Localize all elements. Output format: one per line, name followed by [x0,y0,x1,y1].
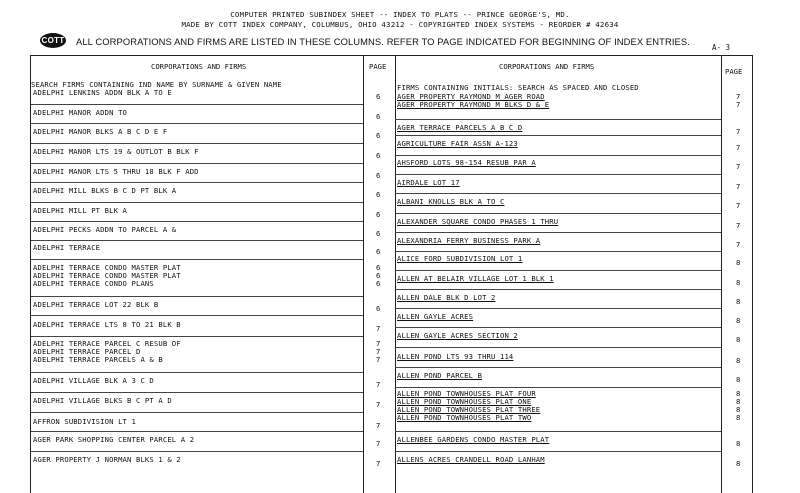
index-entry: ADELPHI MILL BLKS B C D PT BLK A [33,186,177,195]
left-page-heading: PAGE [369,62,387,71]
index-entry: ADELPHI MANOR LTS 5 THRU 18 BLK F ADD [33,167,199,176]
row-rule [31,143,363,144]
index-entry: ALLEN DALE BLK D LOT 2 [397,293,496,302]
index-entry: ADELPHI VILLAGE BLKS B C PT A D [33,396,172,405]
row-rule [395,367,721,368]
page-number: 8 [736,297,741,306]
index-entry: ALEXANDER SQUARE CONDO PHASES 1 THRU [397,217,559,226]
page-number: 8 [736,389,741,398]
page-number: 6 [376,279,381,288]
index-entry: AGER PROPERTY RAYMOND M BLKS D & E [397,100,550,109]
page-number: 6 [376,92,381,101]
row-rule [395,193,721,194]
row-rule [31,123,363,124]
cott-logo: COTT [40,33,66,48]
index-table [30,55,753,493]
page-number: 7 [736,143,741,152]
index-entry: AFFRON SUBDIVISION LT 1 [33,417,136,426]
index-entry: ALLEN AT BELAIR VILLAGE LOT 1 BLK 1 [397,274,554,283]
page-number: 6 [376,171,381,180]
index-entry: ADELPHI PECKS ADDN TO PARCEL A & [33,225,177,234]
row-rule [395,347,721,348]
right-page-divider [721,56,722,493]
row-rule [31,372,363,373]
page-number: 6 [376,151,381,160]
page-number: 7 [376,355,381,364]
page-number: 8 [736,335,741,344]
row-rule [31,163,363,164]
index-entry: ADELPHI TERRACE LTS 8 TO 21 BLK B [33,320,181,329]
index-entry: ALLEN POND TOWNHOUSES PLAT TWO [397,413,532,422]
page-number: 7 [376,439,381,448]
page-number: 7 [736,100,741,109]
page-number: 6 [376,131,381,140]
page-number: 8 [736,405,741,414]
row-rule [395,451,721,452]
page-number: 6 [376,112,381,121]
index-entry: AGER PROPERTY J NORMAN BLKS 1 & 2 [33,455,181,464]
index-entry: AGER TERRACE PARCELS A B C D [397,123,523,132]
page-number: 6 [376,263,381,272]
row-rule [31,336,363,337]
page-number: 6 [376,190,381,199]
page-number: 8 [736,439,741,448]
index-entry: ADELPHI TERRACE CONDO PLANS [33,279,154,288]
index-entry: ALLEN POND TOWNHOUSES PLAT THREE [397,405,541,414]
index-entry: ALLEN POND TOWNHOUSES PLAT ONE [397,397,532,406]
page-number: 8 [736,278,741,287]
row-rule [31,259,363,260]
page-number: 6 [376,210,381,219]
row-rule [395,251,721,252]
page-number: 8 [736,258,741,267]
page-number: 7 [376,400,381,409]
row-rule [31,451,363,452]
page-number: 8 [736,356,741,365]
right-border [752,56,753,493]
index-entry: ALLEN POND PARCEL B [397,371,483,380]
index-entry: ADELPHI LENKINS ADDN BLK A TO E [33,88,172,97]
columns-notice: ALL CORPORATIONS AND FIRMS ARE LISTED IN THESE COLUMNS. REFER TO PAGE INDICATED FOR BEGINNING OF INDEX ENTRIES. [76,36,690,47]
index-entry: ALLEN POND TOWNHOUSES PLAT FOUR [397,389,536,398]
page-number: 7 [376,380,381,389]
row-rule [31,296,363,297]
page-number: 7 [376,324,381,333]
index-entry: ADELPHI TERRACE CONDO MASTER PLAT [33,271,181,280]
index-entry: ALEXANDRIA FERRY BUSINESS PARK A [397,236,541,245]
right-page-heading: PAGE [725,67,743,76]
row-rule [395,213,721,214]
row-rule [395,174,721,175]
row-rule [395,387,721,388]
index-entry: ADELPHI VILLAGE BLK A 3 C D [33,376,154,385]
index-entry: ALLENBEE GARDENS CONDO MASTER PLAT [397,435,550,444]
index-entry: AGER PROPERTY RAYMOND M AGER ROAD [397,92,545,101]
index-entry: AIRDALE LOT 17 [397,178,460,187]
row-rule [31,392,363,393]
page-number: 7 [376,347,381,356]
page-number: 7 [736,127,741,136]
right-search-note: FIRMS CONTAINING INITIALS: SEARCH AS SPACED AND CLOSED [397,83,639,92]
header-publisher: MADE BY COTT INDEX COMPANY, COLUMBUS, OHIO 43212 - COPYRIGHTED INDEX SYSTEMS - REORDER # 42634 [181,20,619,29]
row-rule [31,104,363,105]
row-rule [31,431,363,432]
page-number: 7 [736,221,741,230]
row-rule [395,308,721,309]
index-entry: ADELPHI TERRACE PARCEL C RESUB OF [33,339,181,348]
index-entry: ALICE FORD SUBDIVISION LOT 1 [397,254,523,263]
center-divider [395,56,396,493]
index-entry: ALBANI KNOLLS BLK A TO C [397,197,505,206]
row-rule [31,240,363,241]
page-number: 6 [376,247,381,256]
page-number: 8 [736,316,741,325]
page-number: 6 [376,229,381,238]
page-number: 8 [736,397,741,406]
page-reference: A- 3 [712,43,731,52]
row-rule [395,119,721,120]
row-rule [31,202,363,203]
page-number: 6 [376,304,381,313]
page-number: 7 [736,162,741,171]
row-rule [395,289,721,290]
page-number: 8 [736,375,741,384]
index-entry: ALLEN GAYLE ACRES SECTION 2 [397,331,518,340]
sheet-header [0,10,800,30]
left-column-heading: CORPORATIONS AND FIRMS [151,62,247,71]
index-entry: ADELPHI MANOR LTS 19 & OUTLOT B BLK F [33,147,199,156]
index-entry: ADELPHI TERRACE CONDO MASTER PLAT [33,263,181,272]
page-number: 8 [736,459,741,468]
row-rule [395,232,721,233]
page-number: 7 [736,92,741,101]
index-entry: AGER PARK SHOPPING CENTER PARCEL A 2 [33,435,195,444]
row-rule [395,431,721,432]
page-number: 8 [736,413,741,422]
row-rule [31,315,363,316]
page-number: 6 [376,271,381,280]
index-entry: ADELPHI MILL PT BLK A [33,206,128,215]
index-entry: ADELPHI MANOR BLKS A B C D E F [33,127,168,136]
row-rule [31,412,363,413]
row-rule [395,135,721,136]
index-entry: AGRICULTURE FAIR ASSN A-123 [397,139,518,148]
right-column-heading: CORPORATIONS AND FIRMS [499,62,595,71]
index-entry: ADELPHI TERRACE PARCEL D [33,347,141,356]
page-number: 7 [736,201,741,210]
page-number: 7 [736,240,741,249]
index-entry: ADELPHI TERRACE LOT 22 BLK B [33,300,159,309]
index-entry: ADELPHI TERRACE [33,243,101,252]
row-rule [395,327,721,328]
index-entry: ADELPHI TERRACE PARCELS A & B [33,355,163,364]
index-entry: ALLENS ACRES CRANDELL ROAD LANHAM [397,455,545,464]
row-rule [395,270,721,271]
page-number: 7 [376,339,381,348]
page-number: 7 [376,459,381,468]
page-number: 7 [376,421,381,430]
row-rule [31,182,363,183]
left-page-divider [363,56,364,493]
header-title: COMPUTER PRINTED SUBINDEX SHEET -- INDEX TO PLATS -- PRINCE GEORGE'S, MD. [230,10,570,19]
row-rule [31,221,363,222]
index-entry: AHSFORD LOTS 98-154 RESUB PAR A [397,158,536,167]
index-entry: ADELPHI MANOR ADDN TO [33,108,128,117]
row-rule [395,155,721,156]
left-search-note: SEARCH FIRMS CONTAINING IND NAME BY SURNAME & GIVEN NAME [31,80,282,89]
page-number: 7 [736,182,741,191]
index-entry: ALLEN POND LTS 93 THRU 114 [397,352,514,361]
index-entry: ALLEN GAYLE ACRES [397,312,474,321]
